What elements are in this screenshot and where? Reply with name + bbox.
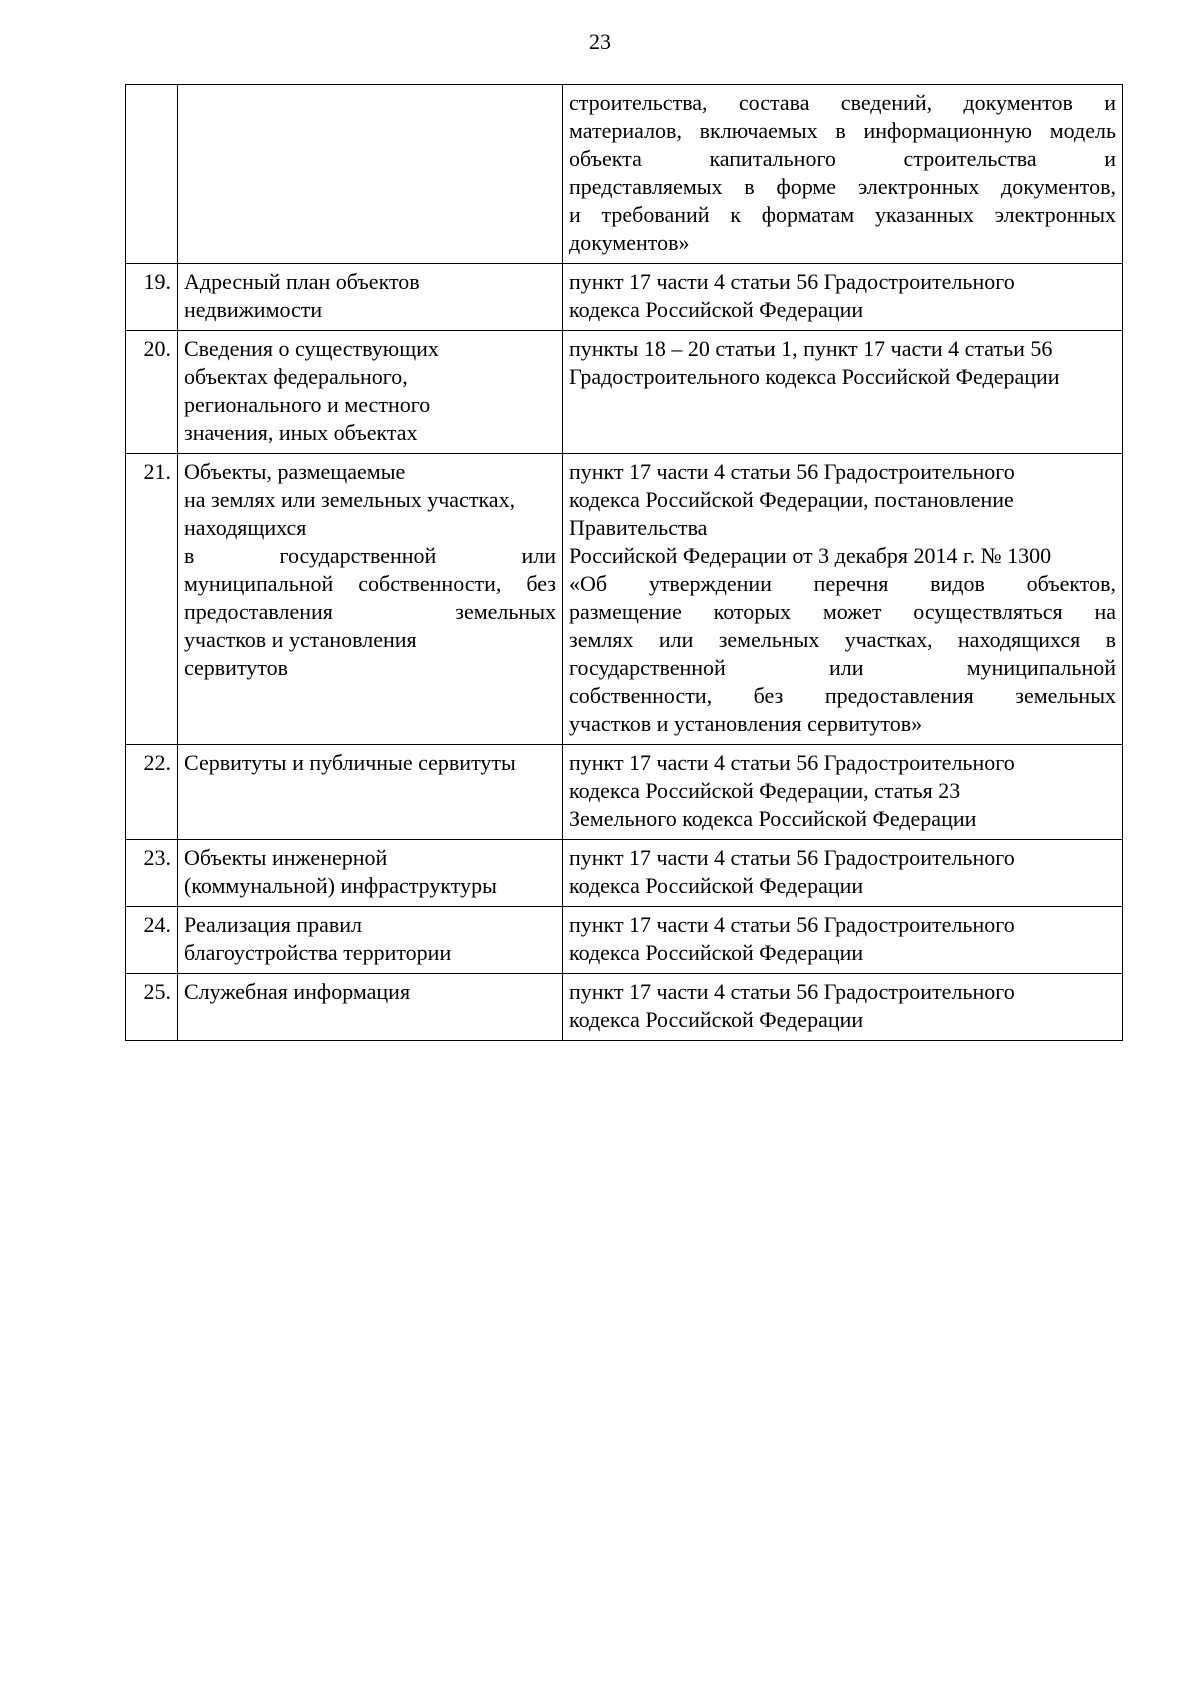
row-legal-basis-line: Правительства — [569, 515, 708, 540]
row-legal-basis-line: пункт 17 части 4 статьи 56 Градостроительного — [569, 912, 1015, 937]
row-name-line: на землях или земельных участках, — [184, 487, 516, 512]
row-legal-basis-line: пункт 17 части 4 статьи 56 Градостроительного — [569, 459, 1015, 484]
row-legal-basis-line: кодекса Российской Федерации, статья 23 — [569, 778, 961, 803]
row-name-line: значения, иных объектах — [184, 420, 418, 445]
row-legal-basis-line: государственной или муниципальной — [569, 655, 1116, 680]
row-legal-basis-line: кодекса Российской Федерации — [569, 873, 864, 898]
row-number: 24. — [126, 907, 178, 974]
table-row — [126, 85, 1123, 264]
row-name-line: участков и установления — [184, 627, 417, 652]
row-name-line: регионального и местного — [184, 392, 431, 417]
row-name-line: (коммунальной) инфраструктуры — [184, 873, 497, 898]
table-row — [126, 264, 1123, 331]
row-name-cell — [178, 264, 563, 331]
row-legal-basis-line: участков и установления сервитутов» — [569, 711, 923, 736]
table-row — [126, 331, 1123, 454]
row-legal-basis-line: кодекса Российской Федерации, постановление — [569, 487, 1014, 512]
row-name-line: недвижимости — [184, 297, 323, 322]
row-name-line: в государственной или — [184, 543, 556, 568]
row-name-line: Сервитуты и публичные сервитуты — [184, 750, 516, 775]
row-legal-basis-cell — [563, 264, 1123, 331]
row-legal-basis-line: собственности, без предоставления земельных — [569, 683, 1116, 708]
row-name-line: Адресный план объектов — [184, 269, 420, 294]
row-name-cell — [178, 840, 563, 907]
row-legal-basis-line: Российской Федерации от 3 декабря 2014 г. № 1300 — [569, 543, 1052, 568]
row-name-line: Сведения о существующих — [184, 336, 439, 361]
row-name-line: объектах федерального, — [184, 364, 408, 389]
row-name-cell — [178, 974, 563, 1041]
table-row — [126, 745, 1123, 840]
row-legal-basis-line: кодекса Российской Федерации — [569, 940, 864, 965]
row-name-line: муниципальной собственности, без — [184, 571, 556, 596]
row-legal-basis-cell — [563, 907, 1123, 974]
table-row — [126, 454, 1123, 745]
row-legal-basis-line: строительства, состава сведений, документов и — [569, 90, 1116, 115]
row-name-line: предоставления земельных — [184, 599, 556, 624]
row-legal-basis-line: пункт 17 части 4 статьи 56 Градостроительного — [569, 269, 1015, 294]
row-legal-basis-line: пункт 17 части 4 статьи 56 Градостроительного — [569, 845, 1015, 870]
row-legal-basis-line: представляемых в форме электронных документов, — [569, 174, 1116, 199]
row-legal-basis-line: объекта капитального строительства и — [569, 146, 1116, 171]
table-body — [126, 85, 1123, 1041]
row-legal-basis-cell — [563, 454, 1123, 745]
row-name-cell — [178, 745, 563, 840]
row-number: 21. — [126, 454, 178, 745]
row-legal-basis-line: пункт 17 части 4 статьи 56 Градостроительного — [569, 750, 1015, 775]
row-legal-basis-line: кодекса Российской Федерации — [569, 297, 864, 322]
row-name-line: Реализация правил — [184, 912, 362, 937]
row-number: 22. — [126, 745, 178, 840]
row-legal-basis-cell — [563, 745, 1123, 840]
row-legal-basis-line: пункты 18 – 20 статьи 1, пункт 17 части 4 статьи 56 — [569, 336, 1053, 361]
row-number — [126, 85, 178, 264]
row-legal-basis-line: кодекса Российской Федерации — [569, 1007, 864, 1032]
regulations-table — [125, 84, 1123, 1041]
table-row — [126, 907, 1123, 974]
row-legal-basis-cell — [563, 974, 1123, 1041]
row-number: 25. — [126, 974, 178, 1041]
row-name-cell — [178, 331, 563, 454]
table-row — [126, 840, 1123, 907]
row-legal-basis-line: Земельного кодекса Российской Федерации — [569, 806, 977, 831]
row-number: 23. — [126, 840, 178, 907]
row-legal-basis-line: Градостроительного кодекса Российской Федерации — [569, 364, 1060, 389]
row-legal-basis-line: пункт 17 части 4 статьи 56 Градостроительного — [569, 979, 1015, 1004]
table-row — [126, 974, 1123, 1041]
row-name-line: благоустройства территории — [184, 940, 452, 965]
row-name-line: Объекты инженерной — [184, 845, 388, 870]
row-name-line: Объекты, размещаемые — [184, 459, 406, 484]
row-number: 19. — [126, 264, 178, 331]
row-legal-basis-line: «Об утверждении перечня видов объектов, — [569, 571, 1116, 596]
row-legal-basis-line: документов» — [569, 230, 690, 255]
row-legal-basis-cell — [563, 840, 1123, 907]
row-legal-basis-line: материалов, включаемых в информационную модель — [569, 118, 1116, 143]
row-name-line: сервитутов — [184, 655, 288, 680]
row-legal-basis-cell — [563, 331, 1123, 454]
row-legal-basis-line: землях или земельных участках, находящихся в — [569, 627, 1116, 652]
row-name-line: находящихся — [184, 515, 307, 540]
row-name-line: Служебная информация — [184, 979, 411, 1004]
row-legal-basis-line: и требований к форматам указанных электронных — [569, 202, 1116, 227]
row-name-cell — [178, 454, 563, 745]
row-name-cell — [178, 907, 563, 974]
row-legal-basis-line: размещение которых может осуществляться на — [569, 599, 1116, 624]
row-legal-basis-cell — [563, 85, 1123, 264]
row-number: 20. — [126, 331, 178, 454]
row-name-cell — [178, 85, 563, 264]
page-number: 23 — [589, 29, 611, 54]
